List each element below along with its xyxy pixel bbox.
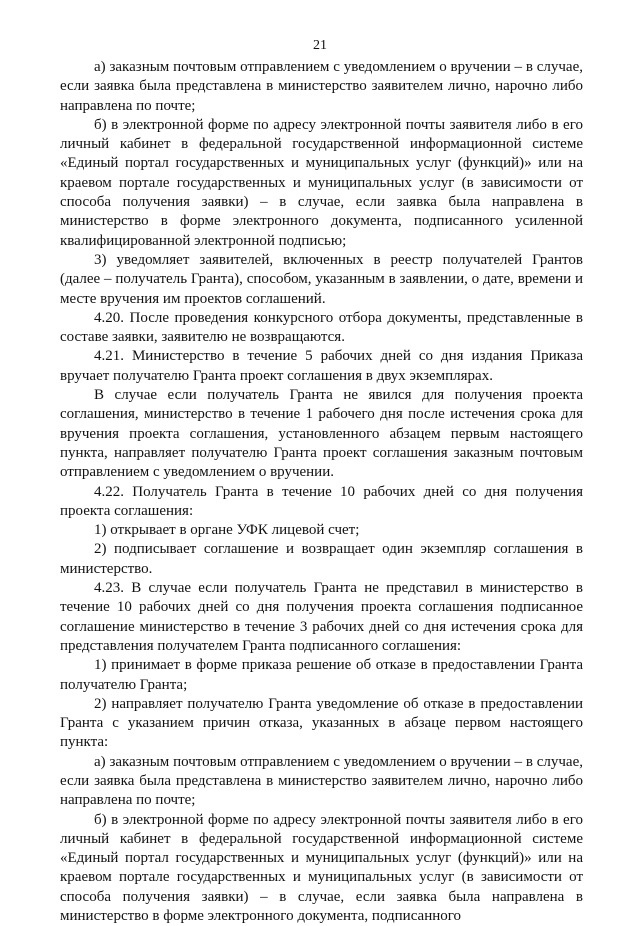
paragraph-4-20: 4.20. После проведения конкурсного отбора документы, представленные в составе заявки, заявителю не возвращаются.: [60, 309, 583, 346]
paragraph-4-21-case: В случае если получатель Гранта не явился для получения проекта соглашения, министерство в течение 1 рабочего дня после истечения срока для вручения проекта соглашения, установленного абзацем первым настоящего пункта, направляет получателю Гранта проект соглашения заказным почтовым отправлением с уведомлением о вручении.: [60, 387, 583, 481]
paragraph-4-23-a-mail: а) заказным почтовым отправлением с уведомлением о вручении – в случае, если заявка была представлена в министерство заявителем лично, нарочно либо направлена по почте;: [60, 753, 583, 809]
paragraph-4-23: 4.23. В случае если получатель Гранта не представил в министерство в течение 10 рабочих дней со дня получения проекта соглашения подписанное соглашение министерство в течение 3 рабочих дней со дня истечения срока для представления получателем Гранта подписанного соглашения:: [60, 580, 583, 654]
paragraph-a-mail: а) заказным почтовым отправлением с уведомлением о вручении – в случае, если заявка была представлена в министерство заявителем лично, нарочно либо направлена по почте;: [60, 59, 583, 114]
paragraph-4-23-b-electronic: б) в электронной форме по адресу электронной почты заявителя либо в его личный кабинет в федеральной государственной информационной системе «Единый портал государственных и муниципальных услуг (функций)» или на краевом портале государственных и муниципальных услуг (в зависимости от способа получения заявки) – в случае, если заявка была направлена в министерство в форме электронного документа, подписанного: [60, 811, 583, 925]
paragraph-3-notify: 3) уведомляет заявителей, включенных в реестр получателей Грантов (далее – получатель Гранта), способом, указанным в заявлении, о дате, времени и месте вручения им проектов соглашений.: [60, 251, 583, 307]
paragraph-4-21: 4.21. Министерство в течение 5 рабочих дней со дня издания Приказа вручает получателю Гранта проект соглашения в двух экземплярах.: [60, 348, 583, 384]
paragraph-4-22-item-2: 2) подписывает соглашение и возвращает один экземпляр соглашения в министерство.: [60, 541, 583, 577]
document-body: [60, 58, 583, 926]
paragraph-b-electronic: б) в электронной форме по адресу электронной почты заявителя либо в его личный кабинет в федеральной государственной информационной системе «Единый портал государственных и муниципальных услуг (функций)» или на краевом портале государственных и муниципальных услуг (в зависимости от способа получения заявки) – в случае, если заявка была направлена в министерство в форме электронного документа, подписанного усиленной квалифицированной электронной подписью;: [60, 116, 583, 249]
page-number: 21: [313, 38, 327, 53]
paragraph-4-23-item-2: 2) направляет получателю Гранта уведомление об отказе в предоставлении Гранта с указанием причин отказа, указанных в абзаце первом настоящего пункта:: [60, 695, 583, 751]
paragraph-4-23-item-1: 1) принимает в форме приказа решение об отказе в предоставлении Гранта получателю Гранта;: [60, 657, 583, 693]
paragraph-4-22-item-1: 1) открывает в органе УФК лицевой счет;: [94, 522, 360, 539]
paragraph-4-22: 4.22. Получатель Гранта в течение 10 рабочих дней со дня получения проекта соглашения:: [60, 483, 583, 519]
